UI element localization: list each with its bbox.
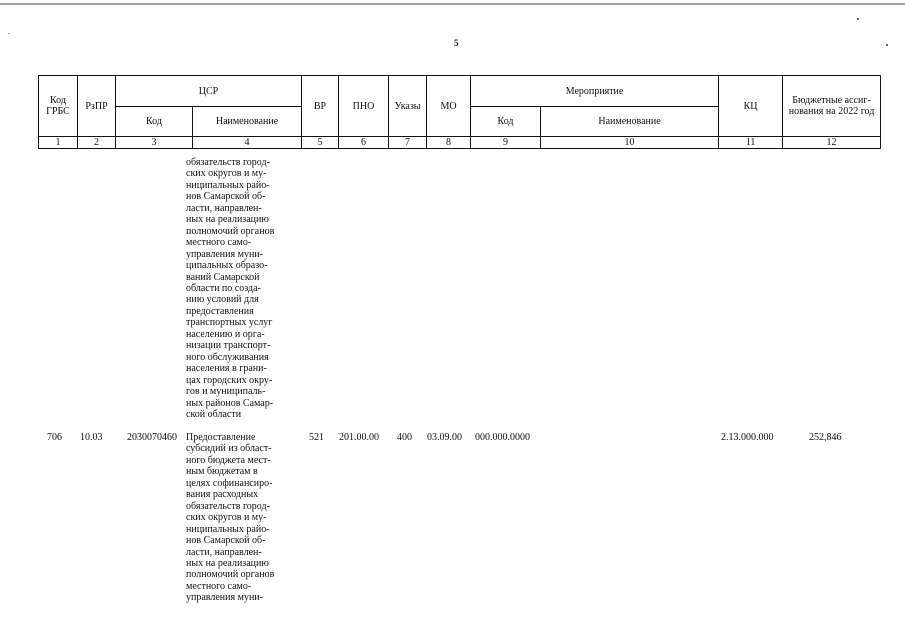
- description-line: населению и орга-: [186, 328, 265, 340]
- column-number: 2: [78, 137, 116, 149]
- row-kc: 2.13.000.000: [721, 432, 774, 443]
- row-mo: 03.09.00: [427, 432, 462, 443]
- row-description: [186, 432, 294, 604]
- header-kod-grbs: Код ГРБС: [39, 76, 78, 137]
- description-line: местного само-: [186, 237, 252, 249]
- description-line: управления муни-: [186, 592, 263, 604]
- description-line: субсидий из област-: [186, 443, 272, 455]
- column-number: 9: [471, 137, 541, 149]
- header-kc: КЦ: [719, 76, 783, 137]
- column-number: 10: [541, 137, 719, 149]
- budget-table-header: [38, 75, 881, 149]
- description-line: ских округов и му-: [186, 168, 267, 180]
- scan-speck: [8, 33, 10, 34]
- header-rzpr: РзПР: [78, 76, 116, 137]
- header-mo: МО: [427, 76, 471, 137]
- description-line: полномочий органов: [186, 569, 275, 581]
- description-line: ных на реализацию: [186, 214, 269, 226]
- column-number: 8: [427, 137, 471, 149]
- row-rzpr: 10.03: [80, 432, 103, 443]
- row-kod-grbs: 706: [47, 432, 62, 443]
- description-line: ласти, направлен-: [186, 546, 262, 558]
- description-line: ного бюджета мест-: [186, 454, 271, 466]
- column-number: 6: [339, 137, 389, 149]
- header-mer-kod: Код: [471, 107, 541, 137]
- description-line: предоставления: [186, 305, 254, 317]
- column-number: 5: [302, 137, 339, 149]
- scan-speck: [886, 44, 888, 46]
- description-line: полномочий органов: [186, 225, 275, 237]
- description-line: целях софинансиро-: [186, 477, 273, 489]
- description-line: ниципальных райо-: [186, 523, 270, 535]
- description-line: ваний Самарской: [186, 271, 260, 283]
- description-line: обязательств город-: [186, 500, 270, 512]
- description-line: управления муни-: [186, 248, 263, 260]
- column-number: 7: [389, 137, 427, 149]
- column-number: 3: [116, 137, 193, 149]
- row-mer-kod: 000.000.0000: [475, 432, 530, 443]
- description-line: вания расходных: [186, 489, 259, 501]
- row-pno: 201.00.00: [339, 432, 379, 443]
- column-number: 12: [783, 137, 881, 149]
- description-line: нов Самарской об-: [186, 191, 266, 203]
- description-line: ных на реализацию: [186, 557, 269, 569]
- description-line: населения в грани-: [186, 363, 267, 375]
- row-csr-kod: 2030070460: [127, 432, 177, 443]
- column-number: 11: [719, 137, 783, 149]
- header-csr: ЦСР: [116, 76, 302, 107]
- header-csr-kod: Код: [116, 107, 193, 137]
- description-line: Предоставление: [186, 432, 256, 443]
- row-vr: 521: [309, 432, 324, 443]
- description-line: ниципальных райо-: [186, 179, 270, 191]
- column-number: 1: [39, 137, 78, 149]
- description-line: ласти, направлен-: [186, 202, 262, 214]
- description-line: ного обслуживания: [186, 351, 269, 363]
- header-csr-name: Наименование: [193, 107, 302, 137]
- scan-speck: [857, 18, 859, 20]
- scan-top-border: [0, 3, 905, 5]
- header-vr: ВР: [302, 76, 339, 137]
- row-amount: 252,846: [809, 432, 842, 443]
- header-budget: Бюджетные ассиг-нования на 2022 год: [783, 76, 881, 137]
- description-line: ных районов Самар-: [186, 397, 274, 409]
- description-line: ских округов и му-: [186, 512, 267, 524]
- column-number: 4: [193, 137, 302, 149]
- header-mer-name: Наименование: [541, 107, 719, 137]
- description-line: ным бюджетам в: [186, 466, 258, 478]
- description-line: нию условий для: [186, 294, 259, 306]
- description-line: транспортных услуг: [186, 317, 273, 329]
- description-line: низации транспорт-: [186, 340, 271, 352]
- description-line: нов Самарской об-: [186, 535, 266, 547]
- header-ukazy: Указы: [389, 76, 427, 137]
- header-pno: ПНО: [339, 76, 389, 137]
- header-meropriyatie: Мероприятие: [471, 76, 719, 107]
- description-line: ципальных образо-: [186, 260, 268, 272]
- description-line: цах городских окру-: [186, 374, 273, 386]
- description-line: ской области: [186, 408, 242, 420]
- page-number: 5: [454, 38, 459, 48]
- description-line: области по созда-: [186, 282, 261, 294]
- row-ukazy: 400: [397, 432, 412, 443]
- description-line: обязательств город-: [186, 157, 270, 168]
- continued-description: [186, 157, 294, 420]
- description-line: местного само-: [186, 580, 252, 592]
- description-line: гов и муниципаль-: [186, 386, 266, 398]
